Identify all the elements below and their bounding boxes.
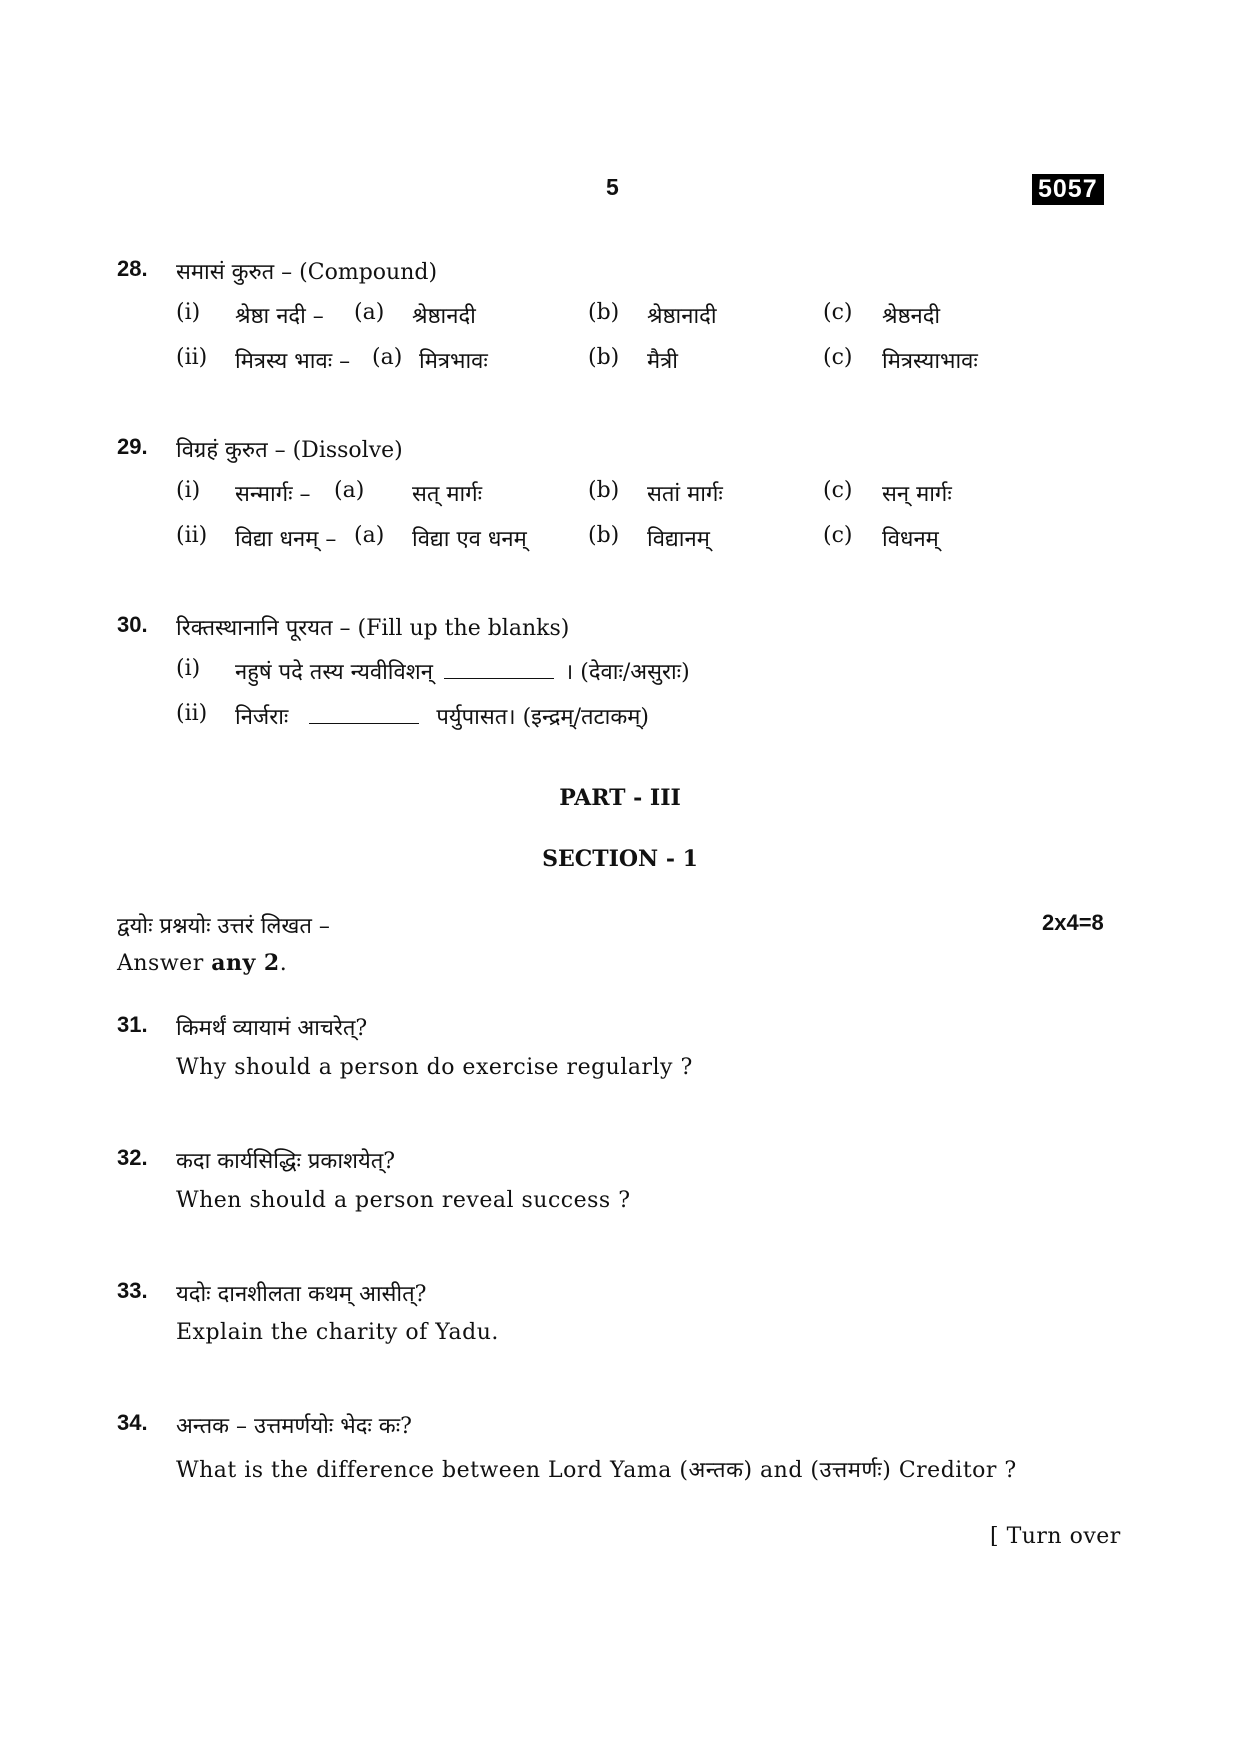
- option-a: विद्या एव धनम्: [412, 527, 527, 552]
- answer-prefix: Answer: [117, 951, 212, 976]
- option-label-a: (a): [354, 523, 385, 548]
- instruction-english: [117, 950, 287, 976]
- row-word: सन्मार्गः –: [235, 482, 311, 507]
- option-c: सन् मार्गः: [882, 482, 952, 507]
- question-number: 30.: [117, 612, 148, 637]
- option-a: सत् मार्गः: [412, 482, 483, 507]
- option-label-a: (a): [334, 478, 365, 503]
- option-c: श्रेष्ठनदी: [882, 304, 941, 329]
- row-number: (i): [176, 300, 201, 325]
- option-b: विद्यानम्: [647, 527, 710, 552]
- option-label-b: (b): [588, 478, 620, 503]
- option-label-b: (b): [588, 300, 620, 325]
- blank-line: [444, 677, 554, 679]
- option-a: मित्रभावः: [419, 349, 488, 374]
- question-english: What is the difference between Lord Yama (अन्तक) and (उत्तमर्णः) Creditor ?: [176, 1458, 1017, 1483]
- text-after-blank: पर्युपासत। (इन्द्रम्/तटाकम्): [436, 705, 649, 730]
- option-b: श्रेष्ठानादी: [647, 304, 717, 329]
- answer-suffix: .: [279, 951, 288, 976]
- answer-count: any 2: [211, 950, 280, 976]
- text-after-blank: । (देवाः/असुराः): [564, 660, 690, 685]
- text-before-blank: नहुषं पदे तस्य न्यवीविशन्: [235, 660, 433, 685]
- question-number: 28.: [117, 256, 148, 281]
- row-number: (i): [176, 656, 201, 681]
- question-number: 33.: [117, 1278, 148, 1303]
- row-word: मित्रस्य भावः –: [235, 349, 351, 374]
- row-number: (ii): [176, 523, 208, 548]
- option-label-b: (b): [588, 345, 620, 370]
- question-sanskrit: किमर्थं व्यायामं आचरेत्?: [176, 1016, 368, 1041]
- row-word: श्रेष्ठा नदी –: [235, 304, 324, 329]
- option-label-c: (c): [823, 478, 853, 503]
- option-c: विधनम्: [882, 527, 939, 552]
- option-label-b: (b): [588, 523, 620, 548]
- question-english: Explain the charity of Yadu.: [176, 1320, 499, 1345]
- marks: 2x4=8: [1042, 910, 1104, 935]
- fill-blank-line: [235, 656, 690, 686]
- question-english: When should a person reveal success ?: [176, 1188, 631, 1213]
- question-number: 29.: [117, 434, 148, 459]
- option-label-c: (c): [823, 300, 853, 325]
- question-number: 34.: [117, 1410, 148, 1435]
- question-sanskrit: अन्तक – उत्तमर्णयोः भेदः कः?: [176, 1414, 412, 1439]
- fill-blank-line: [235, 701, 649, 731]
- row-word: विद्या धनम् –: [235, 527, 337, 552]
- question-sanskrit: कदा कार्यसिद्धिः प्रकाशयेत्?: [176, 1149, 396, 1174]
- row-number: (i): [176, 478, 201, 503]
- blank-line: [309, 722, 419, 724]
- option-b: सतां मार्गः: [647, 482, 723, 507]
- section-heading: SECTION - 1: [542, 846, 698, 872]
- question-title: समासं कुरुत – (Compound): [176, 260, 438, 285]
- paper-code: 5057: [1032, 174, 1104, 205]
- question-title: विग्रहं कुरुत – (Dissolve): [176, 438, 403, 463]
- text-before-blank: निर्जराः: [235, 705, 289, 730]
- option-b: मैत्री: [647, 349, 678, 374]
- instruction-sanskrit: द्वयोः प्रश्नयोः उत्तरं लिखत –: [117, 914, 330, 939]
- option-label-a: (a): [372, 345, 403, 370]
- question-sanskrit: यदोः दानशीलता कथम् आसीत्?: [176, 1282, 427, 1307]
- part-heading: PART - III: [559, 785, 681, 811]
- option-label-c: (c): [823, 523, 853, 548]
- question-number: 32.: [117, 1145, 148, 1170]
- row-number: (ii): [176, 701, 208, 726]
- option-a: श्रेष्ठानदी: [412, 304, 476, 329]
- page-number: 5: [606, 174, 619, 200]
- row-number: (ii): [176, 345, 208, 370]
- question-number: 31.: [117, 1012, 148, 1037]
- turn-over: [ Turn over: [990, 1524, 1121, 1549]
- option-label-a: (a): [354, 300, 385, 325]
- option-c: मित्रस्याभावः: [882, 349, 978, 374]
- question-title: रिक्तस्थानानि पूरयत – (Fill up the blanks): [176, 616, 570, 641]
- question-english: Why should a person do exercise regularly ?: [176, 1055, 693, 1080]
- option-label-c: (c): [823, 345, 853, 370]
